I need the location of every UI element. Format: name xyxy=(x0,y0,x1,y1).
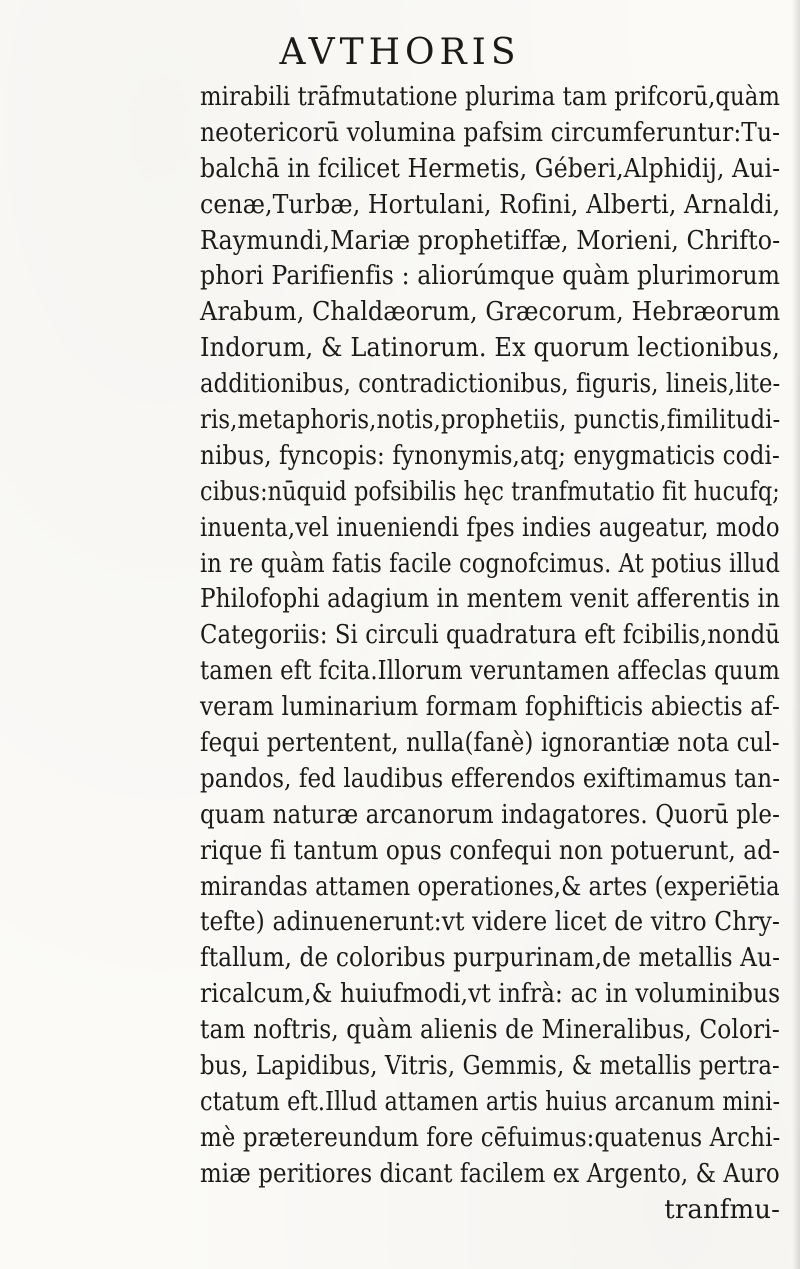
text-line-content: in re quàm fatis facile cognofcimus. At potius illud xyxy=(200,548,780,579)
text-line xyxy=(200,295,780,331)
text-line-content: balchā in fcilicet Hermetis, Géberi,Alphidij, Aui- xyxy=(200,153,781,184)
text-line xyxy=(200,511,780,547)
text-line-content: ctatum eft.Illud attamen artis huius arcanum mini- xyxy=(200,1086,781,1117)
text-line-content: bus, Lapidibus, Vitris, Gemmis, & metallis pertra- xyxy=(200,1051,780,1082)
catchword-text: tranfmu- xyxy=(664,1194,780,1225)
text-line xyxy=(200,798,780,834)
text-line-content: quam naturæ arcanorum indagatores. Quorū ple- xyxy=(200,799,780,830)
text-line-content: miæ peritiores dicant facilem ex Argento, & Auro xyxy=(200,1158,780,1189)
text-line-content: ris,metaphoris,notis,prophetiis, punctis,fimilitudi- xyxy=(200,405,781,436)
text-line-content: fequi pertentent, nulla(fanè) ignorantiæ nota cul- xyxy=(200,728,780,759)
text-line xyxy=(200,726,780,762)
text-line-content: mirandas attamen operationes,& artes (experiētia xyxy=(200,871,780,902)
text-line xyxy=(200,439,780,475)
text-line-content: neotericorū volumina pafsim circumferuntur:Tu- xyxy=(200,117,781,148)
text-line xyxy=(200,905,780,941)
text-line-content: Raymundi,Mariæ prophetiffæ, Morieni, Chrifto- xyxy=(200,225,781,256)
text-line-content: tamen eft fcita.Illorum veruntamen affeclas quum xyxy=(200,656,780,687)
text-line xyxy=(200,259,780,295)
text-line xyxy=(200,188,780,224)
text-line xyxy=(200,403,780,439)
text-line-content: Philofophi adagium in mentem venit afferentis in xyxy=(200,584,781,615)
text-line-content: tam noftris, quàm alienis de Mineralibus, Colori- xyxy=(200,1015,780,1046)
catchword xyxy=(200,1193,780,1229)
text-line-content: mirabili trāfmutatione plurima tam prifcorū,quàm xyxy=(200,82,781,112)
text-line xyxy=(200,367,780,403)
text-line-content: Categoriis: Si circuli quadratura eft fcibilis,nondū xyxy=(200,620,781,651)
text-line xyxy=(200,690,780,726)
text-line xyxy=(200,116,780,152)
text-line xyxy=(200,224,780,260)
text-line xyxy=(200,80,780,116)
text-line xyxy=(200,1121,780,1157)
text-line-content: cenæ,Turbæ, Hortulani, Rofini, Alberti, Arnaldi, xyxy=(200,189,781,220)
text-line-content: Arabum, Chaldæorum, Græcorum, Hebræorum xyxy=(200,297,781,328)
text-line xyxy=(200,1085,780,1121)
text-line-content: pandos, fed laudibus efferendos exiftimamus tan- xyxy=(200,763,781,794)
text-line xyxy=(200,1049,780,1085)
text-line-content: veram luminarium formam fophifticis abiectis af- xyxy=(200,692,780,723)
text-line xyxy=(200,547,780,583)
text-line-content: additionibus, contradictionibus, figuris, lineis,lite- xyxy=(200,369,781,400)
text-line xyxy=(200,618,780,654)
text-line-content: inuenta,vel inueniendi fpes indies augeatur, modo xyxy=(200,512,780,543)
text-line xyxy=(200,331,780,367)
text-line xyxy=(200,941,780,977)
text-line xyxy=(200,977,780,1013)
text-line-content: Indorum, & Latinorum. Ex quorum lectionibus, xyxy=(200,333,780,364)
text-line xyxy=(200,152,780,188)
text-line xyxy=(200,1013,780,1049)
text-line xyxy=(200,654,780,690)
text-line-content: rique fi tantum opus confequi non potuerunt, ad- xyxy=(200,835,781,866)
text-line xyxy=(200,1157,780,1193)
page-edge-shadow xyxy=(792,0,800,1269)
text-line xyxy=(200,762,780,798)
text-line-content: mè prætereundum fore cēfuimus:quatenus Archi- xyxy=(200,1122,781,1153)
text-line xyxy=(200,582,780,618)
text-line-content: nibus, fyncopis: fynonymis,atq; enygmaticis codi- xyxy=(200,440,780,471)
text-line-content: tefte) adinuenerunt:vt videre licet de vitro Chry- xyxy=(200,907,781,938)
text-line-content: ftallum, de coloribus purpurinam,de metallis Au- xyxy=(200,943,781,974)
text-line-content: ricalcum,& huiufmodi,vt infrà: ac in voluminibus xyxy=(200,979,781,1010)
body-text xyxy=(200,80,780,1229)
text-line-content: phori Parifienfis : aliorúmque quàm plurimorum xyxy=(200,261,781,292)
running-head: AVTHORIS xyxy=(279,32,521,73)
text-line xyxy=(200,870,780,906)
text-line xyxy=(200,834,780,870)
text-line-content: cibus:nūquid pofsibilis hęc tranfmutatio fit hucufq; xyxy=(200,476,780,507)
text-line xyxy=(200,475,780,511)
